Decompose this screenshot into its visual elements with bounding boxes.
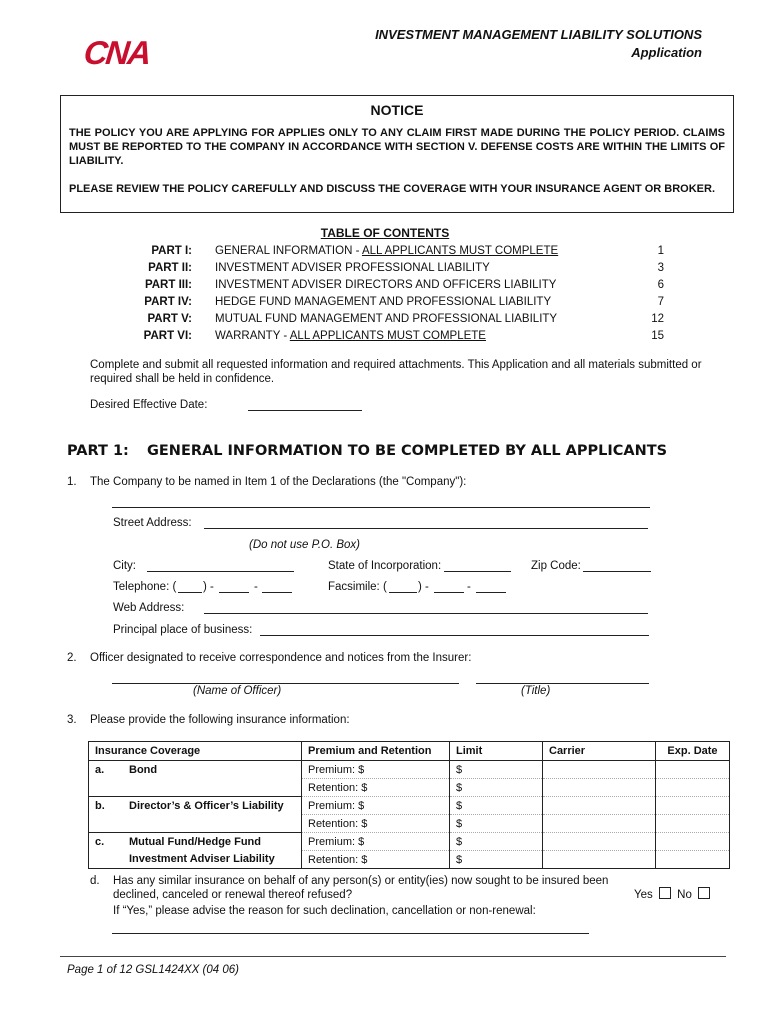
table-row <box>89 851 730 869</box>
officer-name-field[interactable] <box>112 683 459 684</box>
insurance-table <box>88 741 730 869</box>
exp-date-cell[interactable] <box>656 761 730 779</box>
carrier-cell[interactable] <box>543 761 656 779</box>
toc-row <box>0 245 770 262</box>
web-address-label: Web Address: <box>113 602 185 614</box>
state-field[interactable] <box>444 571 511 572</box>
q1-text: The Company to be named in Item 1 of the Declarations (the "Company"): <box>90 476 467 488</box>
toc-page: 7 <box>657 296 664 308</box>
effective-date-label: Desired Effective Date: <box>90 399 208 411</box>
column-header: Insurance Coverage <box>89 742 302 761</box>
no-label: No <box>677 889 692 901</box>
facsimile-label: Facsimile: ( <box>328 581 387 593</box>
toc-entry-title: HEDGE FUND MANAGEMENT AND PROFESSIONAL LIABILITY <box>215 296 552 308</box>
table-row <box>89 779 730 797</box>
part1-heading: PART 1: GENERAL INFORMATION TO BE COMPLETED BY ALL APPLICANTS <box>67 443 668 459</box>
yes-no-group <box>634 887 713 901</box>
q3-text: Please provide the following insurance information: <box>90 714 350 726</box>
toc-entry-title: WARRANTY - ALL APPLICANTS MUST COMPLETE <box>215 330 486 342</box>
telephone-dash: - <box>254 581 258 593</box>
officer-name-caption: (Name of Officer) <box>193 685 282 697</box>
exp-date-cell[interactable] <box>656 833 730 851</box>
toc-entry-title: GENERAL INFORMATION - ALL APPLICANTS MUST COMPLETE <box>215 245 559 257</box>
limit-cell[interactable]: $ <box>450 815 543 833</box>
coverage-cell: c. Mutual Fund/Hedge Fund <box>89 833 302 851</box>
city-field[interactable] <box>147 571 294 572</box>
effective-date-field[interactable] <box>248 410 362 411</box>
premium-cell[interactable]: Premium: $ <box>302 761 450 779</box>
toc-page: 15 <box>651 330 664 342</box>
q2-number: 2. <box>67 652 77 664</box>
carrier-cell[interactable] <box>543 833 656 851</box>
toc-row <box>0 313 770 330</box>
toc-row <box>0 296 770 313</box>
toc-entry-title: MUTUAL FUND MANAGEMENT AND PROFESSIONAL LIABILITY <box>215 313 558 325</box>
toc-part: PART III: <box>144 279 192 291</box>
column-header: Carrier <box>543 742 656 761</box>
facsimile-sep: ) - <box>418 581 429 593</box>
toc-page: 1 <box>657 245 664 257</box>
carrier-cell[interactable] <box>543 779 656 797</box>
column-header: Limit <box>450 742 543 761</box>
limit-cell[interactable]: $ <box>450 779 543 797</box>
toc-page: 3 <box>657 262 664 274</box>
notice-paragraph-1: THE POLICY YOU ARE APPLYING FOR APPLIES ONLY TO ANY CLAIM FIRST MADE DURING THE POLICY PERIOD. CLAIMS MUST BE REPORTED TO THE COMPANY IN ACCORDANCE WITH SECTION V. DEFENSE COSTS ARE WITHIN THE LIMITS OF LIABILITY. <box>69 127 725 167</box>
coverage-cell: a. Bond <box>89 761 302 779</box>
zip-label: Zip Code: <box>531 560 581 572</box>
toc-entry-title: INVESTMENT ADVISER DIRECTORS AND OFFICERS LIABILITY <box>215 279 557 291</box>
city-label: City: <box>113 560 136 572</box>
facsimile-area-field[interactable] <box>389 592 417 593</box>
column-header: Exp. Date <box>656 742 730 761</box>
po-box-note: (Do not use P.O. Box) <box>249 539 361 551</box>
coverage-cell <box>89 779 302 797</box>
toc-page: 6 <box>657 279 664 291</box>
zip-field[interactable] <box>583 571 651 572</box>
coverage-cell <box>89 815 302 833</box>
toc-page: 12 <box>651 313 664 325</box>
q3d-text-line2: declined, canceled or renewal thereof refused? <box>113 889 353 901</box>
q3d-text-line3: If “Yes,” please advise the reason for such declination, cancellation or non-renewal: <box>113 905 536 917</box>
table-header-row <box>89 742 730 761</box>
telephone-area-field[interactable] <box>178 592 202 593</box>
facsimile-dash: - <box>467 581 471 593</box>
carrier-cell[interactable] <box>543 815 656 833</box>
table-row <box>89 761 730 779</box>
limit-cell[interactable]: $ <box>450 797 543 815</box>
yes-checkbox[interactable] <box>659 887 671 899</box>
principal-place-field[interactable] <box>260 635 649 636</box>
carrier-cell[interactable] <box>543 851 656 869</box>
table-row <box>89 815 730 833</box>
toc-row <box>0 279 770 296</box>
q3d-text-line1: Has any similar insurance on behalf of any person(s) or entity(ies) now sought to be insured been <box>113 875 609 887</box>
facsimile-line-field[interactable] <box>476 592 506 593</box>
officer-title-caption: (Title) <box>521 685 551 697</box>
q2-text: Officer designated to receive correspondence and notices from the Insurer: <box>90 652 472 664</box>
yes-label: Yes <box>634 889 653 901</box>
coverage-cell: b. Director’s & Officer’s Liability <box>89 797 302 815</box>
officer-title-field[interactable] <box>476 683 649 684</box>
page-footer: Page 1 of 12 GSL1424XX (04 06) <box>67 964 239 976</box>
document-subtitle: Application <box>631 45 702 60</box>
telephone-prefix-field[interactable] <box>219 592 249 593</box>
limit-cell[interactable]: $ <box>450 833 543 851</box>
table-row <box>89 833 730 851</box>
telephone-sep: ) - <box>203 581 214 593</box>
premium-cell[interactable]: Retention: $ <box>302 779 450 797</box>
state-label: State of Incorporation: <box>328 560 442 572</box>
premium-cell[interactable]: Premium: $ <box>302 797 450 815</box>
table-row <box>89 797 730 815</box>
web-address-field[interactable] <box>204 613 648 614</box>
no-checkbox[interactable] <box>698 887 710 899</box>
toc-row <box>0 330 770 347</box>
cna-logo: CNA <box>82 34 152 71</box>
premium-cell[interactable]: Retention: $ <box>302 815 450 833</box>
principal-place-label: Principal place of business: <box>113 624 253 636</box>
company-name-field[interactable] <box>112 507 650 508</box>
document-title: INVESTMENT MANAGEMENT LIABILITY SOLUTIONS <box>375 27 702 42</box>
toc-entry-title: INVESTMENT ADVISER PROFESSIONAL LIABILITY <box>215 262 490 274</box>
toc-title: TABLE OF CONTENTS <box>320 226 450 240</box>
column-header: Premium and Retention <box>302 742 450 761</box>
toc-part: PART V: <box>147 313 192 325</box>
footer-rule <box>60 956 726 957</box>
coverage-cell: Investment Adviser Liability <box>89 851 302 869</box>
toc-part: PART VI: <box>143 330 192 342</box>
premium-cell[interactable]: Premium: $ <box>302 833 450 851</box>
exp-date-cell[interactable] <box>656 779 730 797</box>
q3-number: 3. <box>67 714 77 726</box>
notice-paragraph-2: PLEASE REVIEW THE POLICY CAREFULLY AND DISCUSS THE COVERAGE WITH YOUR INSURANCE AGENT OR BROKER. <box>69 183 716 195</box>
premium-cell[interactable]: Retention: $ <box>302 851 450 869</box>
telephone-label: Telephone: ( <box>113 581 177 593</box>
limit-cell[interactable]: $ <box>450 761 543 779</box>
facsimile-prefix-field[interactable] <box>434 592 464 593</box>
street-address-field[interactable] <box>204 528 648 529</box>
exp-date-cell[interactable] <box>656 815 730 833</box>
notice-title: NOTICE <box>370 102 424 118</box>
exp-date-cell[interactable] <box>656 797 730 815</box>
telephone-line-field[interactable] <box>262 592 292 593</box>
q1-number: 1. <box>67 476 77 488</box>
toc-part: PART I: <box>151 245 192 257</box>
notice-box <box>60 95 734 213</box>
exp-date-cell[interactable] <box>656 851 730 869</box>
toc-part: PART IV: <box>144 296 192 308</box>
carrier-cell[interactable] <box>543 797 656 815</box>
limit-cell[interactable]: $ <box>450 851 543 869</box>
intro-text: Complete and submit all requested information and required attachments. This Application and all materials submitted or required shall be held in confidence. <box>90 359 702 385</box>
toc-part: PART II: <box>148 262 192 274</box>
q3d-letter: d. <box>90 875 100 887</box>
toc-row <box>0 262 770 279</box>
declination-reason-field[interactable] <box>112 933 589 934</box>
street-address-label: Street Address: <box>113 517 192 529</box>
